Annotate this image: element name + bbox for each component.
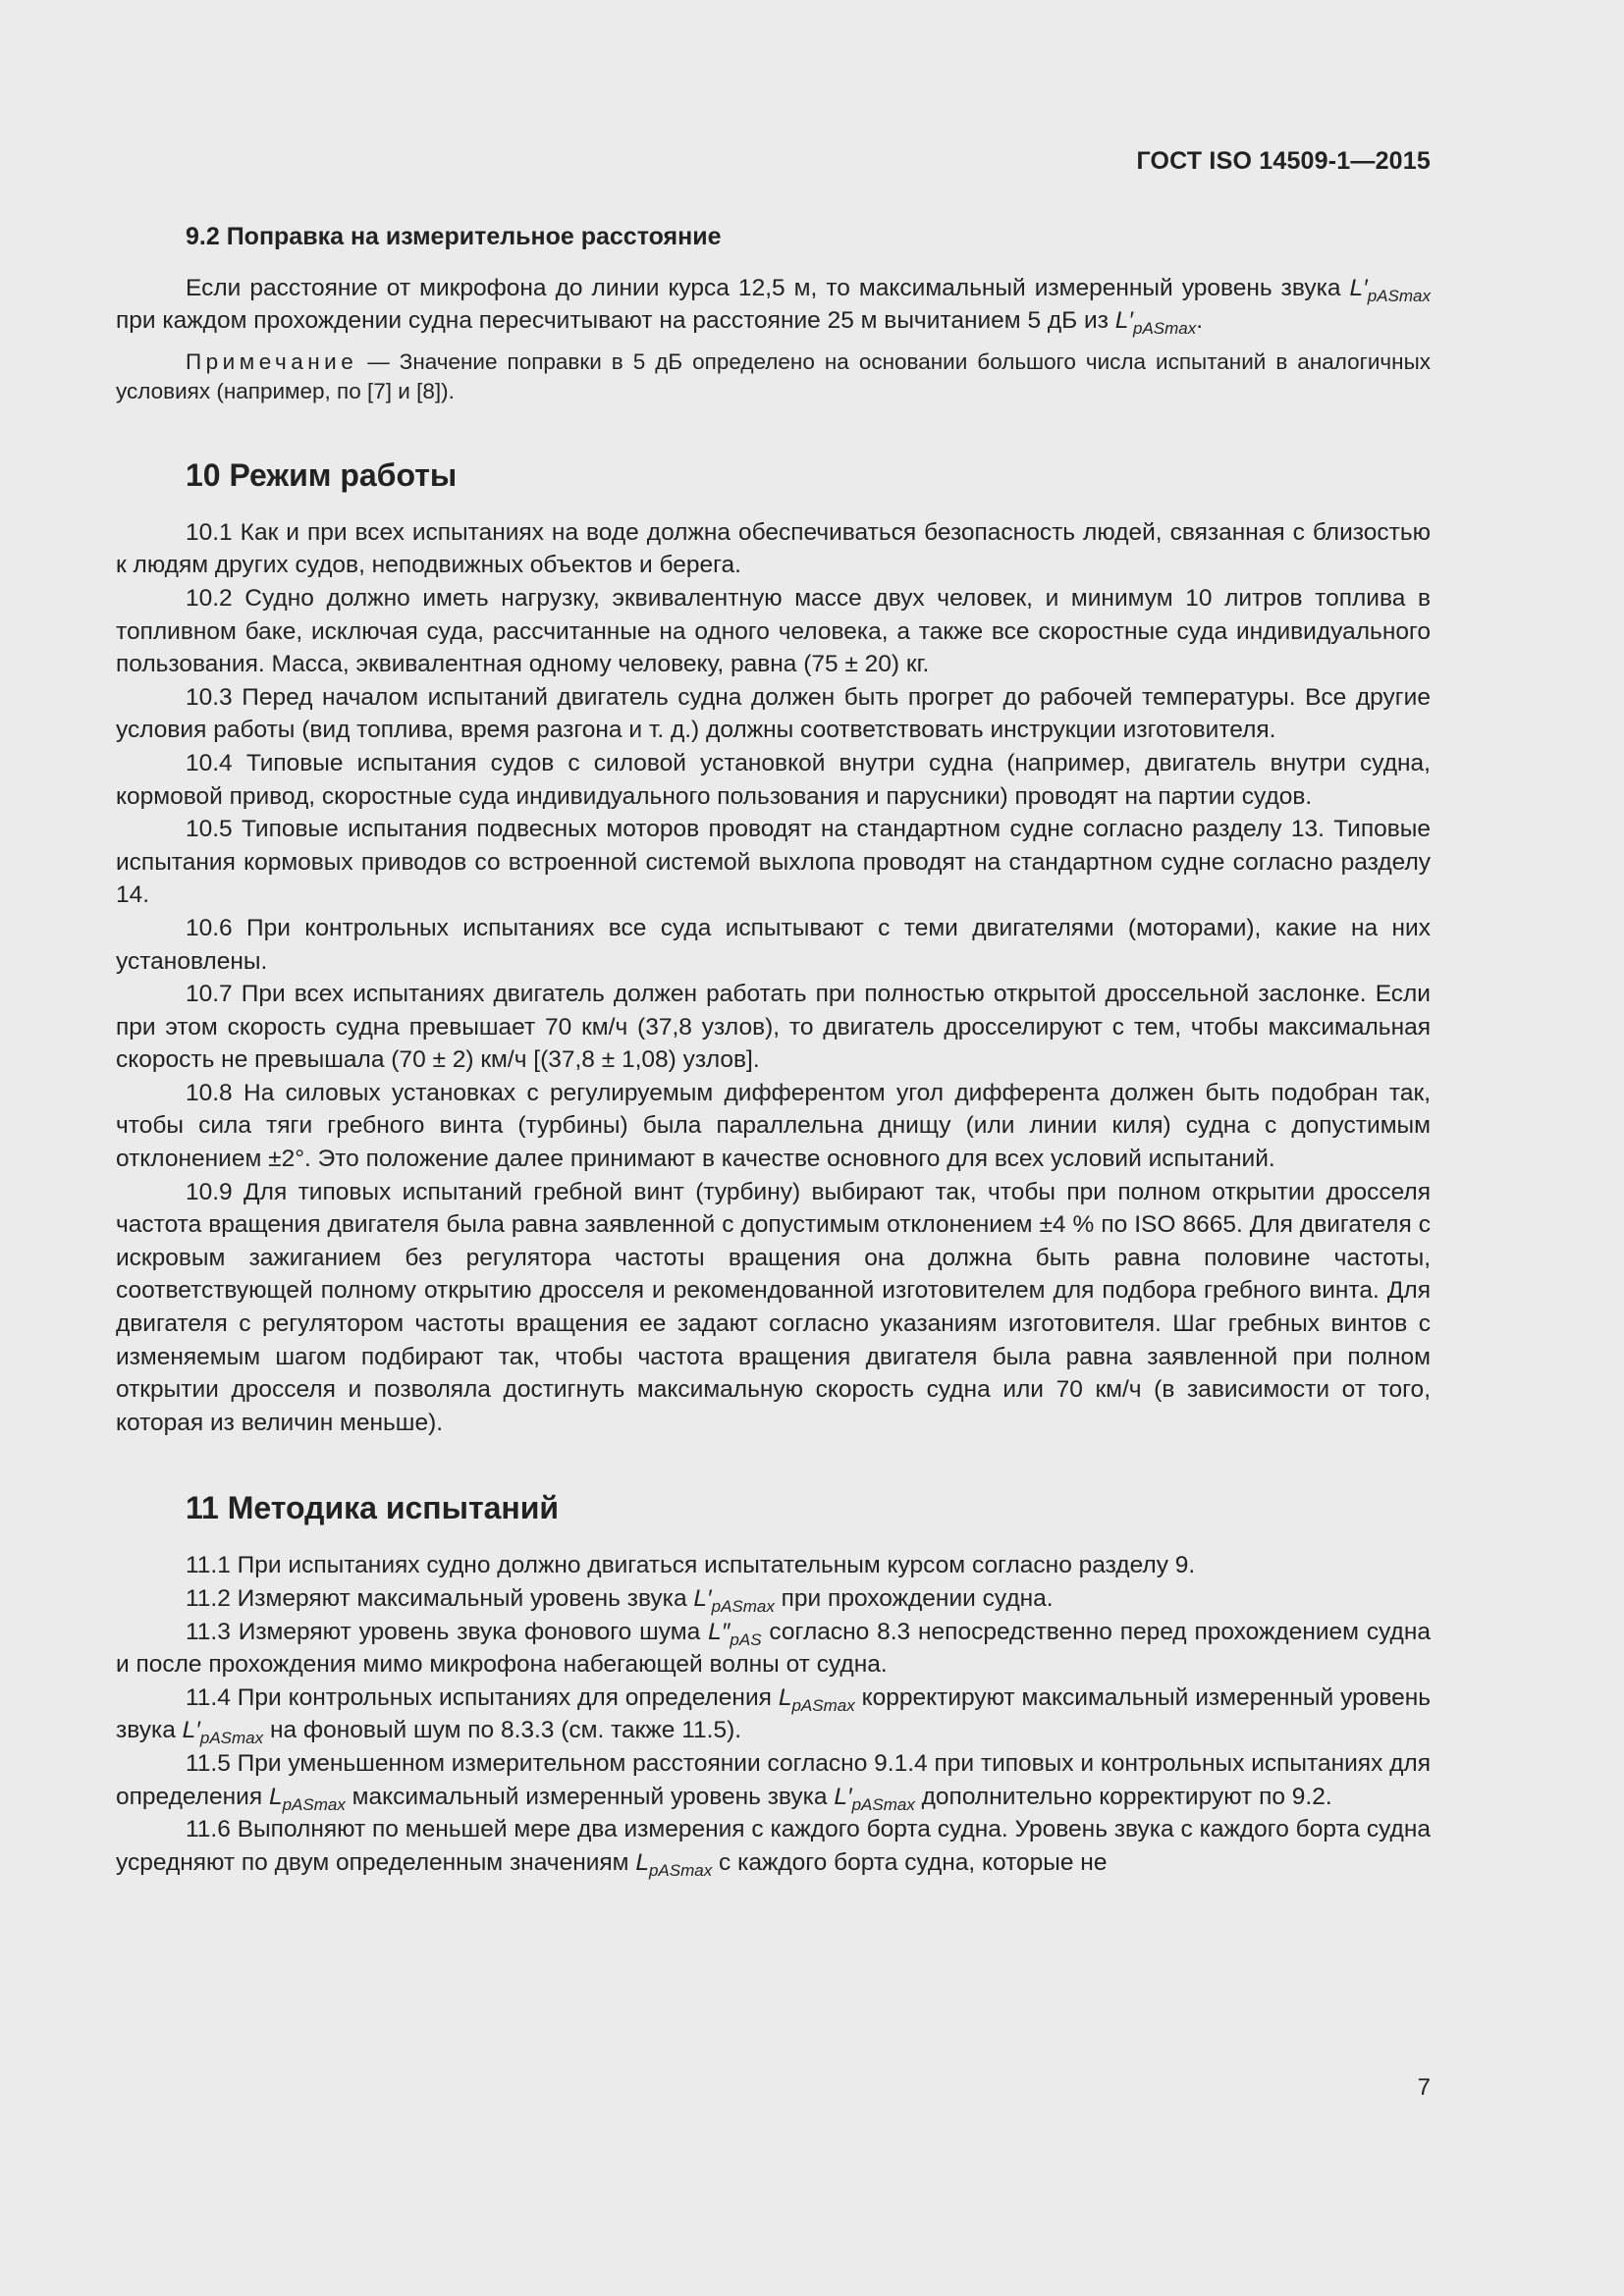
text-run: 11.6 Выполняют по меньшей мере два измерения с каждого борта судна. Уровень звука с каждого борта судна усредняют по двум определенным значениям xyxy=(116,1816,1431,1876)
text-run: при каждом прохождении судна пересчитывают на расстояние 25 м вычитанием 5 дБ из xyxy=(116,307,1115,335)
paragraph-10-9: 10.9 Для типовых испытаний гребной винт (турбину) выбирают так, чтобы при полном открытии дросселя частота вращения двигателя была равна заявленной с допустимым отклонением ±4 % по ISO 8665. Для двигателя с искровым зажиганием без регулятора частоты вращения она должна быть равна половине частоты, соответствующей полному открытию дросселя и рекомендованной изготовителем для подбора гребного винта. Для двигателя с регулятором частоты вращения ее задают согласно указаниям изготовителя. Шаг гребных винтов с изменяемым шагом подбирают так, чтобы частота вращения двигателя была равна заявленной при полном открытии дросселя и позволяла достигнуть максимальную скорость судна или 70 км/ч (в зависимости от того, которая из величин меньше). xyxy=(116,1178,1431,1436)
paragraph-11-4 xyxy=(116,1682,1431,1747)
paragraph-10-7: 10.7 При всех испытаниях двигатель должен работать при полностью открытой дроссельной заслонке. Если при этом скорость судна превышает 70 км/ч (37,8 узлов), то двигатель дросселируют с тем, чтобы максимальная скорость не превышала (70 ± 2) км/ч [(37,8 ± 1,08) узлов]. xyxy=(116,981,1431,1074)
symbol-lpas-dprime: $L''_{pAS}$ xyxy=(708,1618,762,1649)
paragraph-10-1: 10.1 Как и при всех испытаниях на воде должна обеспечиваться безопасность людей, связанная с близостью к людям других судов, неподвижных объектов и берега. xyxy=(116,518,1431,579)
paragraph-11-3 xyxy=(116,1616,1431,1682)
paragraph-10-6: 10.6 При контрольных испытаниях все суда испытывают с теми двигателями (моторами), какие на них установлены. xyxy=(116,914,1431,975)
note-text: — Значение поправки в 5 дБ определено на основании большого числа испытаний в аналогичных условиях (например, по [7] и [8]). xyxy=(116,348,1431,403)
paragraph-10-4: 10.4 Типовые испытания судов с силовой установкой внутри судна (например, двигатель внутри судна, кормовой привод, скоростные суда индивидуального пользования и парусники) проводят на партии судов. xyxy=(116,749,1431,810)
symbol-lpasmax-prime: $L'_{pASmax}$ xyxy=(1114,307,1197,339)
paragraph-11-1: 11.1 При испытаниях судно должно двигаться испытательным курсом согласно разделу 9. xyxy=(186,1552,1196,1579)
text-run: с каждого борта судна, которые не xyxy=(712,1848,1108,1876)
text-run: на фоновый шум по 8.3.3 (см. также 11.5). xyxy=(263,1717,742,1744)
text-run: 11.4 При контрольных испытаниях для определения xyxy=(186,1683,779,1711)
paragraph-10-2: 10.2 Судно должно иметь нагрузку, эквивалентную массе двух человек, и минимум 10 литров топлива в топливном баке, исключая суда, рассчитанные на одного человека, а также все скоростные суда индивидуального пользования. Масса, эквивалентная одному человеку, равна (75 ± 20) кг. xyxy=(116,584,1431,678)
text-run: 11.5 При уменьшенном измерительном расстоянии согласно 9.1.4 при типовых и контрольных испытаниях для определения xyxy=(116,1749,1431,1810)
symbol-lpasmax-prime: $L'_{pASmax}$ xyxy=(834,1783,915,1814)
symbol-lpasmax: $L_{pASmax}$ xyxy=(635,1848,713,1880)
note-9-2 xyxy=(116,347,1431,406)
symbol-lpasmax: $L_{pASmax}$ xyxy=(268,1783,346,1814)
symbol-lpasmax-prime: $L'_{pASmax}$ xyxy=(182,1717,264,1748)
text-run: Если расстояние от микрофона до линии курса 12,5 м, то максимальный измеренный уровень звука xyxy=(186,274,1350,301)
document-header: ГОСТ ISO 14509-1—2015 xyxy=(1136,147,1431,175)
subsection-heading-9-2: 9.2 Поправка на измерительное расстояние xyxy=(186,223,722,250)
symbol-lpasmax-prime: $L'_{pASmax}$ xyxy=(693,1585,775,1616)
text-run: при прохождении судна. xyxy=(774,1585,1054,1612)
text-run: максимальный измеренный уровень звука xyxy=(345,1783,835,1810)
paragraph-11-5 xyxy=(116,1747,1431,1813)
text-run: 11.3 Измеряют уровень звука фонового шума xyxy=(186,1618,709,1645)
section-title-11: 11 Методика испытаний xyxy=(186,1490,560,1526)
symbol-lpasmax-prime: $L'_{pASmax}$ xyxy=(1349,274,1431,305)
text-run: 11.2 Измеряют максимальный уровень звука xyxy=(186,1585,694,1612)
page-number: 7 xyxy=(1417,2074,1431,2101)
paragraph-10-3: 10.3 Перед началом испытаний двигатель судна должен быть прогрет до рабочей температуры. Все другие условия работы (вид топлива, время разгона и т. д.) должны соответствовать инструкции изготовителя. xyxy=(116,683,1431,744)
paragraph-9-2 xyxy=(116,272,1431,338)
text-run: корректируют максимальный измеренный уровень звука xyxy=(116,1683,1431,1744)
section-title-10: 10 Режим работы xyxy=(186,456,458,493)
symbol-lpasmax: $L_{pASmax}$ xyxy=(778,1683,855,1715)
paragraph-11-6 xyxy=(116,1813,1431,1879)
note-label: Примечание xyxy=(186,348,358,374)
paragraph-10-8: 10.8 На силовых установках с регулируемым дифферентом угол дифферента должен быть подобран так, чтобы сила тяги гребного винта (турбины) была параллельна днищу (или линии киля) судна с допустимым отклонением ±2°. Это положение далее принимают в качестве основного для всех условий испытаний. xyxy=(116,1079,1431,1173)
text-run: . xyxy=(1196,307,1204,335)
paragraph-10-5: 10.5 Типовые испытания подвесных моторов проводят на стандартном судне согласно разделу 13. Типовые испытания кормовых приводов со встроенной системой выхлопа проводят на стандартном судне согласно разделу 14. xyxy=(116,816,1431,909)
text-run: согласно 8.3 непосредственно перед прохождением судна и после прохождения мимо микрофона набегающей волны от судна. xyxy=(116,1618,1431,1679)
document-body xyxy=(116,221,1431,1879)
paragraph-11-2 xyxy=(116,1582,1431,1616)
text-run: дополнительно корректируют по 9.2. xyxy=(914,1783,1332,1810)
